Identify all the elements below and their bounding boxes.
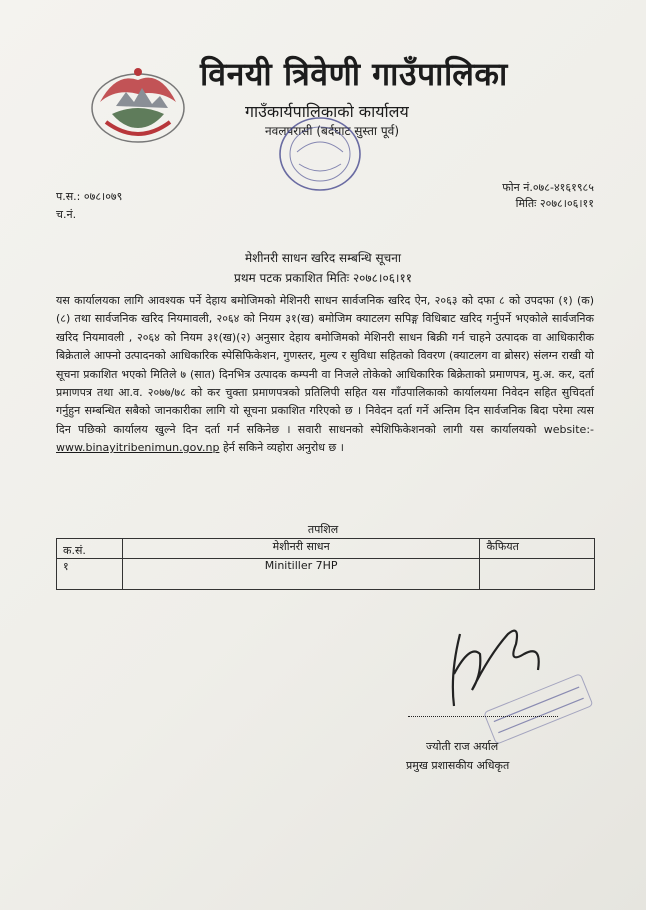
letter-number: प.स.: ०७८।०७९: [56, 190, 123, 203]
reference-left: [56, 188, 122, 224]
table-row: [57, 559, 595, 590]
body-paragraph: यस कार्यालयका लागि आवश्यक पर्ने देहाय बमोजिमको मेशिनरी साधन सार्वजनिक खरिद ऐन, २०६३ को दफा ८ को उपदफा (१) (क) (८) तथा सार्वजनिक खरिद नियमावली, २०६४ को नियम ३१(ख) बमोजिम क्याटलग सपिङ्ग विधिबाट खरिद गर्नुपर्ने भएकोले सार्वजनिक खरिद नियमावली , २०६४ को नियम ३१(ख)(२) अनुसार देहाय बमोजिमको मेशिनरी साधन बिक्री गर्न चाहने उत्पादक वा आधिकारीक बिक्रेताले आफ्नो उत्पादनको आधिकारिक स्पेसिफिकेशन, गुणस्तर, मुल्य र सुविधा सहितको विवरण (क्याटलग वा ब्रोसर) संलग्न राखी यो सूचना प्रकाशित भएको मितिले ७ (सात) दिनभित्र उत्पादक कम्पनी वा निजले तोकेको आधिकारिक बिक्रेताको प्रमाणपत्र, मु.अ. कर, दर्ता प्रमाणपत्र तथा आ.व. २०७७/७८ को कर चुक्ता प्रमाणपत्रको प्रतिलिपी सहित यस गाँउपालिकाको कार्यालयमा निवेदन सहित सुचिदर्ता गर्नुहुन सम्बन्धित सबैको जानकारीका लागि यो सूचना प्रकाशित गरिएको छ । निवेदन दर्ता गर्ने अन्तिम दिन सार्वजनिक बिदा परेमा त्यस दिन पछिको कार्यालय खुल्ने दिन दर्ता गर्न सकिनेछ । सवारी साधनको स्पेशिफिकेशनको लागी यस कार्यालयको website:-: [56, 294, 594, 436]
dispatch-number: च.नं.: [56, 208, 77, 221]
letter-date: मितिः २०७८।०६।११: [515, 197, 594, 210]
table-header-row: [57, 539, 595, 559]
cell-item: Minitiller 7HP: [122, 559, 480, 590]
cell-serial: १: [57, 559, 123, 590]
items-table: [56, 538, 595, 590]
notice-subtitle: प्रथम पटक प्रकाशित मितिः २०७८।०६।११: [234, 271, 412, 285]
header-remarks: कैफियत: [480, 539, 595, 559]
phone-number: फोन नं.०७८-४१६१९८५: [502, 181, 594, 194]
office-name: गाउँकार्यपालिकाको कार्यालय: [245, 102, 409, 121]
notice-title: मेशीनरी साधन खरिद सम्बन्धि सूचना: [244, 251, 402, 265]
table-caption: तपशिल: [307, 523, 339, 536]
org-name: विनयी त्रिवेणी गाउँपालिका: [200, 55, 508, 93]
cell-remarks: [480, 559, 595, 590]
official-stamp-icon: [478, 668, 598, 748]
office-address: नवलपरासी (बर्दघाट सुस्ता पूर्व): [265, 124, 400, 138]
reference-right: [482, 180, 594, 212]
header-serial: क.सं.: [57, 539, 123, 559]
signer-name: ज्योती राज अर्याल: [426, 740, 499, 753]
notice-body: [56, 292, 594, 458]
body-closing: हेर्न सकिने व्यहोरा अनुरोध छ ।: [222, 441, 344, 455]
notice-heading: [0, 248, 646, 288]
signature-line: [408, 716, 558, 717]
nepal-emblem-icon: [86, 62, 190, 148]
office-seal-icon: [275, 112, 365, 196]
header-item: मेशीनरी साधन: [122, 539, 480, 559]
website-link[interactable]: www.binayitribenimun.gov.np: [56, 441, 220, 455]
signer-title: प्रमुख प्रशासकीय अधिकृत: [406, 759, 510, 772]
